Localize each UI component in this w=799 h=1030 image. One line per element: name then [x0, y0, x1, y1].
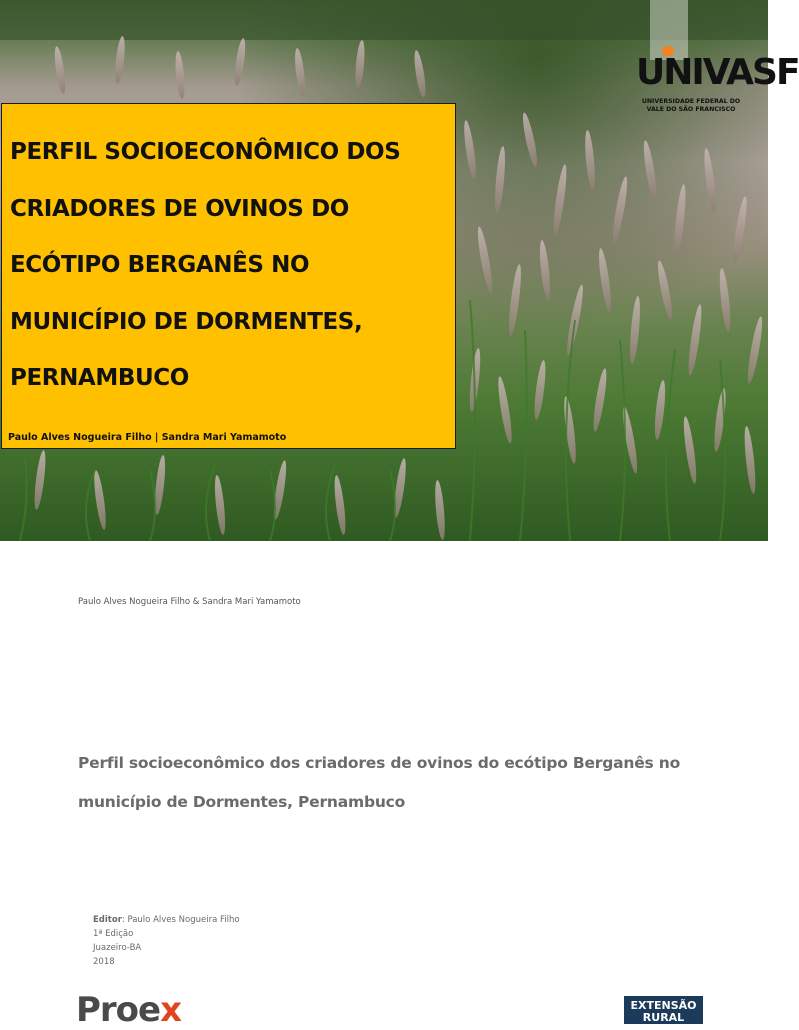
univasf-logo: [634, 42, 799, 120]
logo-subtitle: [637, 98, 745, 113]
year: 2018: [93, 957, 115, 967]
cover-title: PERFIL SOCIOECONÔMICO DOS CRIADORES DE OVINOS DO ECÓTIPO BERGANÊS NO MUNICÍPIO DE DORMENTES, PERNAMBUCO: [10, 139, 401, 391]
editor-line: [93, 913, 240, 927]
proex-logo: [76, 990, 181, 1030]
proex-main: Proe: [76, 990, 161, 1030]
page-title: Perfil socioeconômico dos criadores de ovinos do ecótipo Berganês no município de Dormentes, Pernambuco: [78, 754, 681, 811]
proex-accent: x: [160, 990, 182, 1030]
place: Juazeiro-BA: [93, 943, 142, 953]
logo-line-2: VALE DO SÃO FRANCISCO: [646, 105, 736, 113]
logo-line-1: UNIVERSIDADE FEDERAL DO: [641, 98, 741, 105]
editor-label: Editor: [93, 915, 122, 925]
extensao-label-2: RURAL: [642, 1011, 685, 1024]
edition-info: [93, 913, 240, 969]
cover-authors: Paulo Alves Nogueira Filho | Sandra Mari Yamamoto: [8, 432, 287, 443]
logo-wordmark: UNIVASF: [636, 52, 799, 93]
extensao-rural-logo: [624, 996, 703, 1024]
cover-title-box: [1, 103, 456, 449]
editor-name: : Paulo Alves Nogueira Filho: [121, 915, 240, 925]
edition: 1ª Edição: [93, 929, 134, 939]
page-authors: Paulo Alves Nogueira Filho & Sandra Mari Yamamoto: [78, 597, 301, 607]
extensao-label: EXTENSÃO: [630, 999, 697, 1012]
